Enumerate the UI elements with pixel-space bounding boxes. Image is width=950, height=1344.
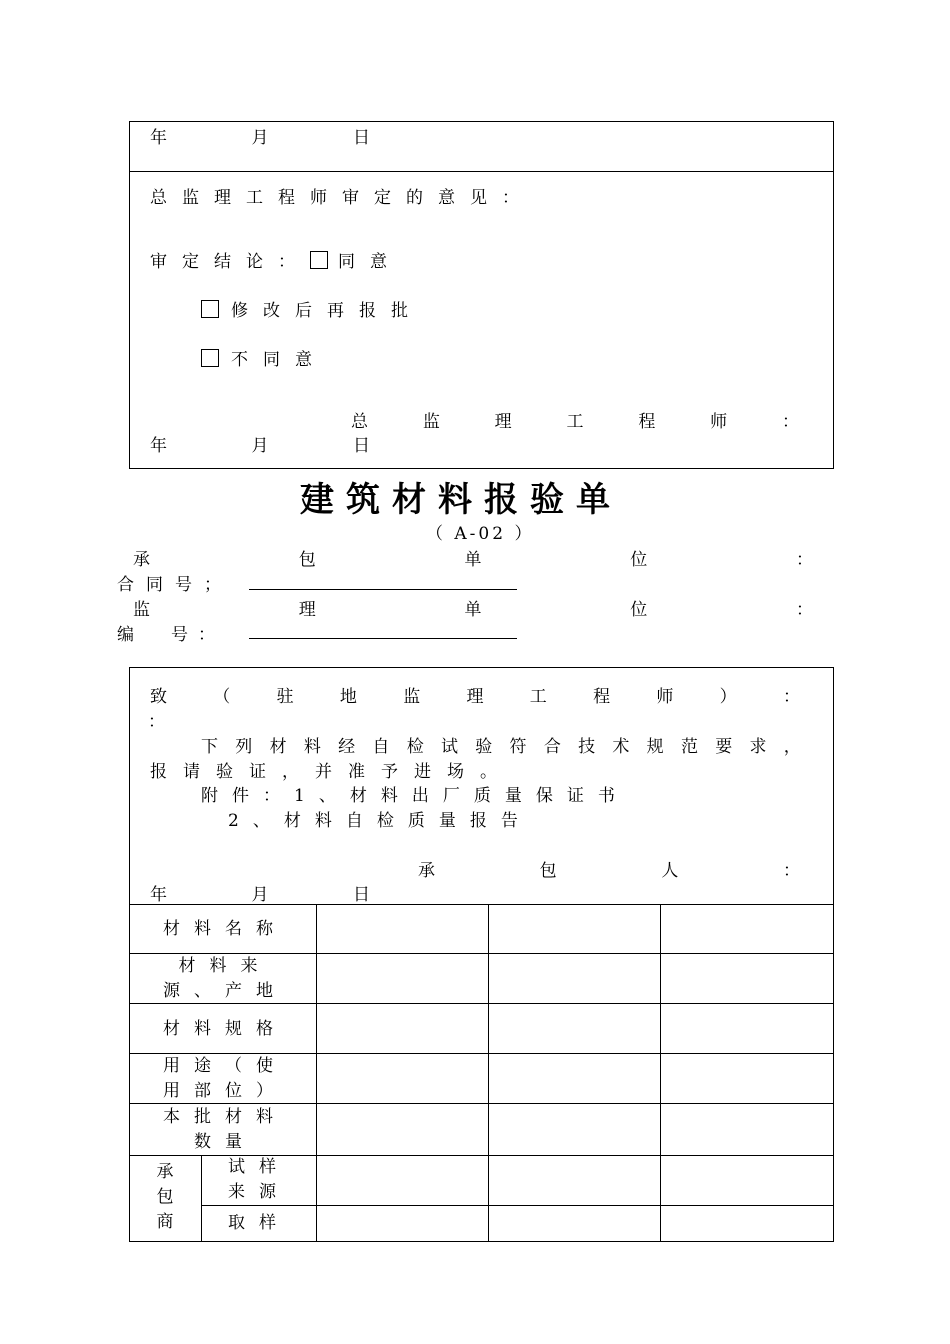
- contractor-char: 位: [630, 550, 648, 570]
- body-char: 试: [440, 737, 458, 757]
- supervisor-unit-line: [133, 595, 813, 620]
- body-char: 料: [303, 737, 321, 757]
- to-char: ）: [719, 687, 737, 707]
- sign-char: 理: [494, 412, 512, 432]
- conclusion-label: 审定结论：: [150, 252, 310, 272]
- contractor-char: ：: [796, 550, 813, 570]
- disagree-checkbox[interactable]: [201, 349, 219, 367]
- month-label: 月: [251, 885, 269, 905]
- revise-row: [201, 296, 423, 321]
- body-char: 求: [749, 737, 767, 757]
- contractor-sign-line: [418, 856, 800, 881]
- contractor-unit-line: [133, 545, 813, 570]
- body-line-1: [201, 732, 801, 757]
- to-char: 程: [593, 687, 611, 707]
- row-label-sample-source: 试样 来源: [228, 1157, 290, 1202]
- revise-checkbox[interactable]: [201, 300, 219, 318]
- supervisor-char: 监: [133, 600, 150, 620]
- supervisor-char: 位: [630, 600, 648, 620]
- body-char: 验: [475, 737, 493, 757]
- disagree-row: [201, 345, 327, 370]
- sign-char: 工: [566, 412, 584, 432]
- agree-label: 同意: [338, 252, 402, 272]
- to-char: 驻: [276, 687, 294, 707]
- sign-char: 包: [539, 861, 557, 881]
- attachment-1: 附件：1、材料出厂质量保证书: [201, 786, 629, 806]
- body-char: 符: [509, 737, 527, 757]
- body-char: 自: [372, 737, 390, 757]
- top-date-line-2: [150, 431, 370, 456]
- to-line: [150, 682, 800, 707]
- supervisor-char: 理: [298, 600, 316, 620]
- row-label-material-name: 材料名称: [163, 919, 287, 939]
- group-label-contractor: 承 包 商: [156, 1162, 174, 1232]
- supervisor-char: 单: [464, 600, 482, 620]
- sign-char: 师: [710, 412, 728, 432]
- row-label-quantity: 本批材料 数量: [163, 1107, 287, 1152]
- sign-char: 承: [418, 861, 435, 881]
- agree-checkbox[interactable]: [310, 251, 328, 269]
- body-char: 术: [612, 737, 630, 757]
- month-label: 月: [251, 436, 269, 456]
- table-col-line: [201, 1155, 202, 1241]
- table-top-border: [129, 904, 834, 905]
- disagree-label: 不同意: [231, 350, 327, 370]
- to-char: 地: [339, 687, 357, 707]
- to-char: 致: [150, 687, 167, 707]
- row-label-material-origin: 材料来 源、产地: [163, 956, 287, 1001]
- body-char: ，: [783, 737, 801, 757]
- body-char: 技: [578, 737, 596, 757]
- to-char: 师: [656, 687, 674, 707]
- table-row-line: [201, 1205, 834, 1206]
- row-label-sampling: 取样: [228, 1213, 290, 1233]
- serial-no-field[interactable]: [249, 638, 517, 639]
- revise-label: 修改后再报批: [231, 301, 423, 321]
- day-label: 日: [353, 128, 370, 148]
- table-col-line: [488, 904, 489, 1241]
- contract-no-label: 合同号；: [117, 575, 233, 595]
- body-char: 合: [543, 737, 561, 757]
- year-label: 年: [150, 885, 167, 905]
- row-label-usage: 用途（使 用部位）: [163, 1056, 287, 1101]
- body-char: 要: [715, 737, 733, 757]
- to-char: （: [213, 687, 231, 707]
- contract-no-field[interactable]: [249, 589, 517, 590]
- attachment-2: 2、材料自检质量报告: [228, 811, 532, 831]
- sign-char: 总: [351, 412, 368, 432]
- page-title: 建筑材料报验单: [300, 480, 622, 520]
- body-char: 范: [680, 737, 698, 757]
- chief-sign-line: [351, 407, 799, 432]
- conclusion-row: [150, 247, 402, 272]
- table-col-line: [316, 904, 317, 1241]
- year-label: 年: [150, 436, 167, 456]
- sign-char: 人: [661, 861, 679, 881]
- to-char: 理: [466, 687, 484, 707]
- body-date-line: [150, 880, 370, 905]
- supervisor-char: ：: [796, 600, 813, 620]
- serial-no-label: 编 号：: [117, 625, 225, 645]
- to-char: 监: [403, 687, 421, 707]
- body-line-2: 报请验证，并准予进场。: [150, 762, 513, 782]
- row-label-material-spec: 材料规格: [163, 1019, 287, 1039]
- sign-char: ：: [781, 412, 799, 432]
- sign-char: 程: [638, 412, 656, 432]
- sign-char: 监: [422, 412, 440, 432]
- body-char: 经: [338, 737, 356, 757]
- body-char: 列: [235, 737, 253, 757]
- body-char: 下: [201, 737, 218, 757]
- form-code: （ A-02 ）: [426, 524, 535, 544]
- top-form-divider: [129, 171, 834, 172]
- contractor-char: 承: [133, 550, 150, 570]
- to-char: 工: [529, 687, 547, 707]
- contractor-char: 包: [298, 550, 316, 570]
- chief-opinion-label: 总监理工程师审定的意见：: [150, 188, 534, 208]
- month-label: 月: [251, 128, 269, 148]
- sign-char: ：: [782, 861, 800, 881]
- day-label: 日: [353, 436, 370, 456]
- table-col-line: [660, 904, 661, 1241]
- body-char: 检: [406, 737, 424, 757]
- body-char: 材: [269, 737, 287, 757]
- year-label: 年: [150, 128, 167, 148]
- body-char: 规: [646, 737, 664, 757]
- to-char: ：: [782, 687, 800, 707]
- day-label: 日: [353, 885, 370, 905]
- contractor-char: 单: [464, 550, 482, 570]
- top-date-line: [150, 123, 370, 148]
- to-colon: ：: [148, 712, 165, 732]
